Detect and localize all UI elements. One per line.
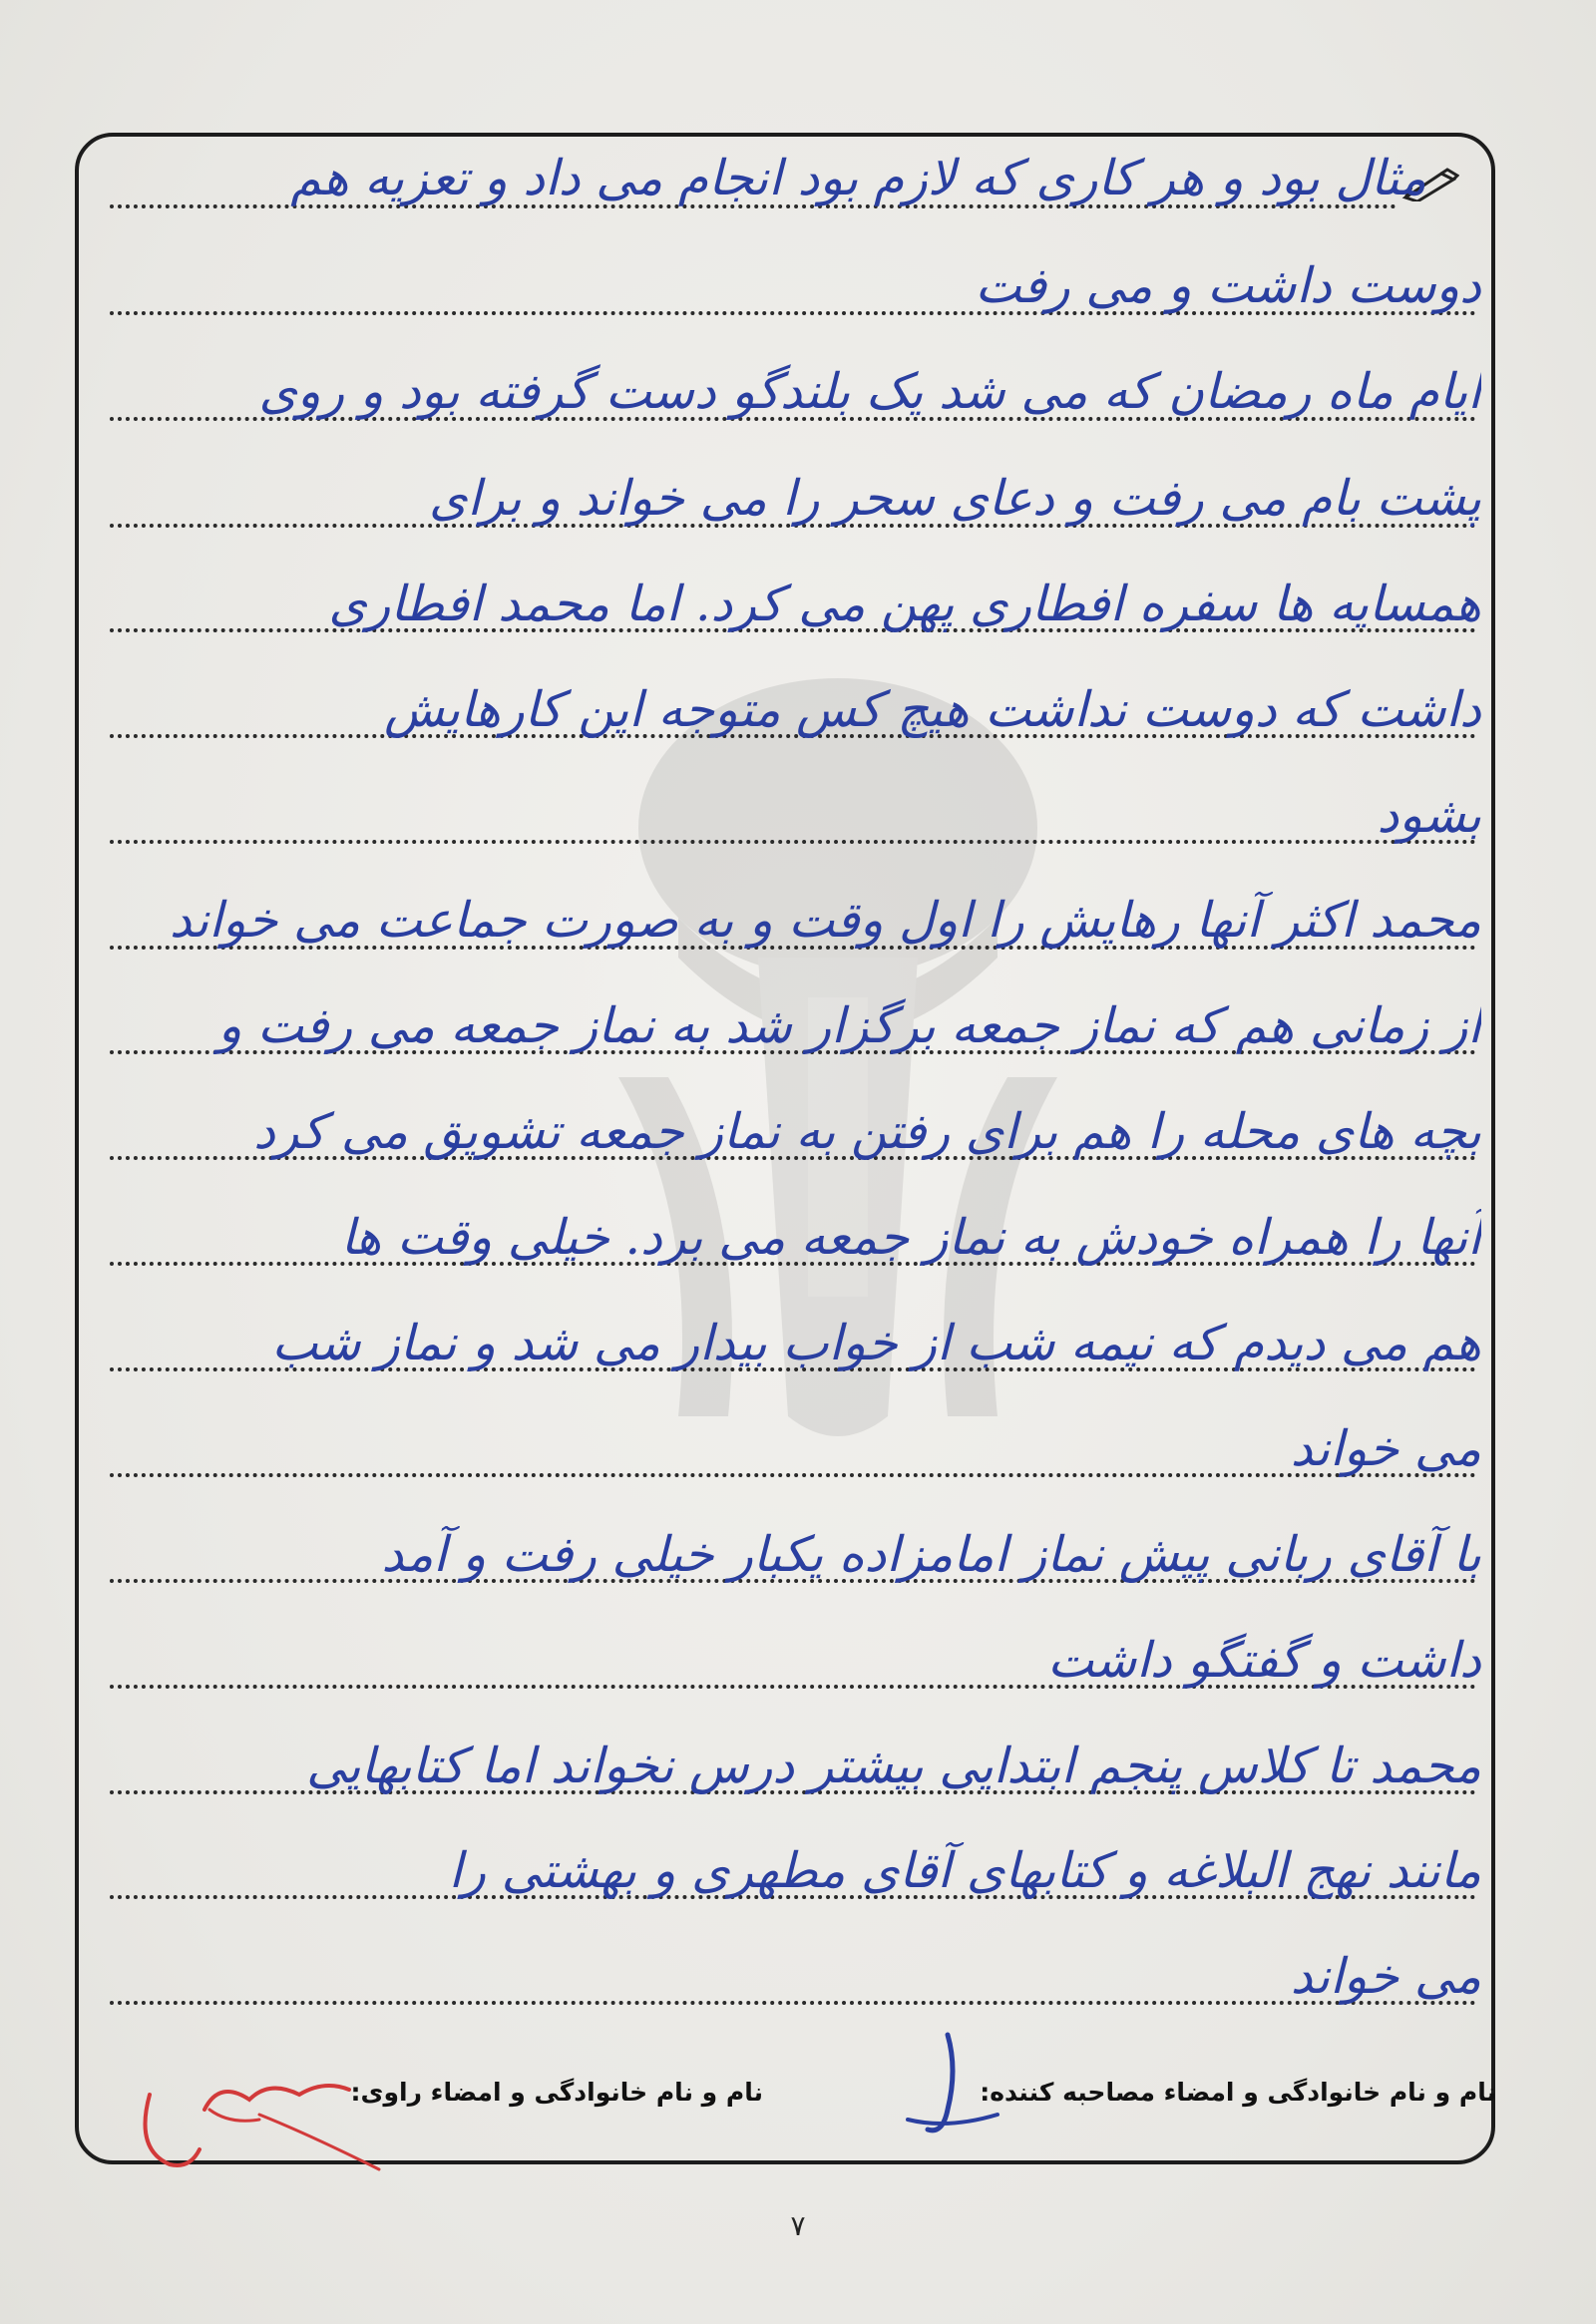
page-number: ۷ <box>790 2209 806 2242</box>
handwritten-line: همسایه ها سفره افطاری پهن می کرد. اما محمد افطاری <box>328 576 1481 632</box>
handwritten-line: محمد اکثر آنها رهایش را اول وقت و به صورت جماعت می خواند <box>169 892 1481 949</box>
handwritten-line: داشت و گفتگو داشت <box>1047 1632 1481 1689</box>
narrator-signature <box>110 2040 399 2189</box>
handwritten-line: بچه های محله را هم برای رفتن به نماز جمعه تشویق می کرد <box>253 1103 1481 1160</box>
handwritten-line: محمد تا کلاس پنجم ابتدایی بیشتر درس نخواند اما کتابهایی <box>306 1738 1481 1794</box>
handwritten-line: آنها را همراه خودش به نماز جمعه می برد. خیلی وقت ها <box>340 1209 1481 1266</box>
narrator-signature-label: نام و نام خانوادگی و امضاء راوی: <box>350 2078 763 2107</box>
handwritten-line: داشت که دوست نداشت هیچ کس متوجه این کارهایش <box>384 681 1481 738</box>
interviewer-signature-label: نام و نام خانوادگی و امضاء مصاحبه کننده: <box>980 2078 1496 2107</box>
handwritten-line: هم می دیدم که نیمه شب از خواب بیدار می شد و نماز شب <box>271 1315 1481 1371</box>
handwritten-line: می خواند <box>1290 1420 1481 1477</box>
handwritten-line: از زمانی هم که نماز جمعه برگزار شد به نماز جمعه می رفت و <box>217 997 1481 1054</box>
handwritten-line: دوست داشت و می رفت <box>975 257 1481 314</box>
handwritten-line: مانند نهج البلاغه و کتابهای آقای مطهری و بهشتی را <box>448 1842 1481 1899</box>
handwritten-line: با آقای ربانی پیش نماز امامزاده یکبار خیلی رفت و آمد <box>381 1526 1481 1583</box>
handwritten-line: بشود <box>1377 787 1481 844</box>
handwritten-line: می خواند <box>1290 1948 1481 2005</box>
handwritten-line: ایام ماه رمضان که می شد یک بلندگو دست گرفته بود و روی <box>258 363 1481 420</box>
handwritten-line: پشت بام می رفت و دعای سحر را می خواند و برای <box>429 470 1481 527</box>
handwritten-line: مثال بود و هر کاری که لازم بود انجام می داد و تعزیه هم <box>290 150 1426 206</box>
interviewer-signature <box>888 2030 1007 2149</box>
